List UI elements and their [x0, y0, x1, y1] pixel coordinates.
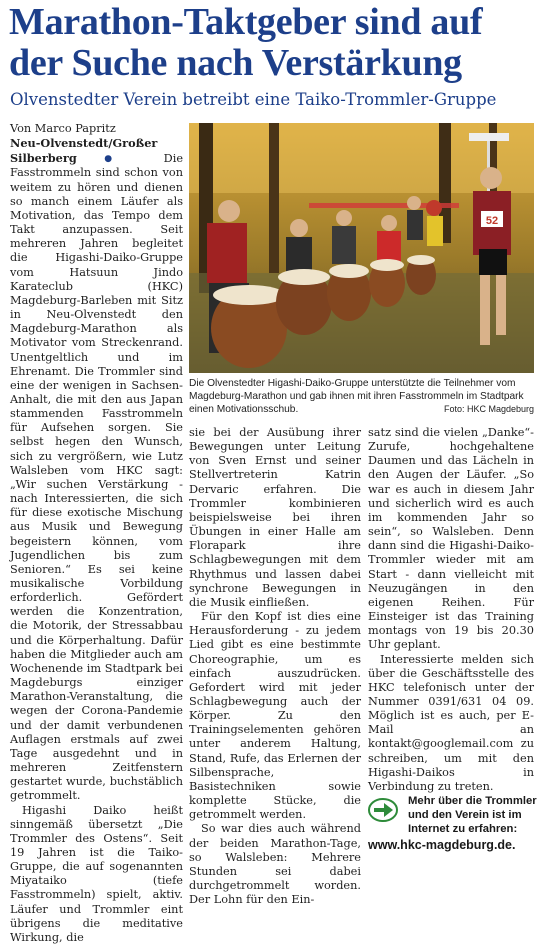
paragraph: satz sind die vielen „Danke“-Zurufe, hochgehaltene Daumen und das Lächeln in den Augen der Läufer. „So war es auch in diesem Jahr und sicherlich wird es auch im kommenden Jahr so sein“, so Walsleben. Denn dann sind die Higashi-Daiko-Trommler wieder mit am Start - dann vielleicht mit Neuzugängen in den eigenen Reihen. Für Einsteiger ist das Training montags von 19 bis 20.30 Uhr geplant.	[368, 426, 534, 653]
website-link[interactable]: www.hkc-magdeburg.de.	[368, 838, 536, 853]
arrow-right-circle-icon	[368, 798, 398, 822]
subheadline: Olvenstedter Verein betreibt eine Taiko-Trommler-Gruppe	[10, 90, 538, 110]
author-byline: Von Marco Papritz	[10, 122, 183, 136]
article-column-1	[10, 122, 183, 945]
article-column-3	[368, 426, 534, 794]
drummers-photo-illustration	[189, 123, 534, 373]
caption-text: Die Olvenstedter Higashi-Daiko-Gruppe unterstützte die Teilnehmer vom Magdeburg-Marathon und gab ihnen mit ihren Fasstrommeln im Stadtpark einen Motivationsschub.	[189, 378, 524, 415]
runner-bib-number: 52	[486, 215, 498, 227]
article-column-2	[189, 426, 361, 907]
paragraph: Für den Kopf ist dies eine Herausforderung - zu jedem Lied gibt es eine bestimmte Choreographie, um es einfach auszudrücken. Gefordert wird mit jeder Schlagbewegung auch der Körper. Zu den Trainingselementen gehören unter anderem Haltung, Stand, Rufe, das Erlernen der Silbensprache, Basistechniken sowie komplette Stücke, die getrommelt werden.	[189, 610, 361, 822]
photo-caption	[189, 377, 534, 416]
photo-credit: Foto: HKC Magdeburg	[444, 403, 534, 416]
headline-line-2: der Suche nach Verstärkung	[9, 43, 537, 84]
article-photo	[189, 123, 534, 373]
paragraph: So war dies auch während der beiden Marathon-Tage, so Walsleben: Mehrere Stunden sei dabei durchgetrommelt worden. Der Lohn für den Ein-	[189, 822, 361, 907]
paragraph: sie bei der Ausübung ihrer Bewegungen unter Leitung von Sven Ernst und seiner Stellvertreterin Katrin Dervaric erfahren. Die Trommler kombinieren beispielsweise bei ihren Übungen in einer Halle am Florapark ihre Schlagbewegungen mit dem Rhythmus und lassen dabei synchrone Bewegungen in die Musik einfließen.	[189, 426, 361, 610]
info-text: Mehr über die Trommler und den Verein ist im Internet zu erfahren:	[408, 794, 538, 836]
paragraph: Die Fasstrommeln sind schon von weitem zu hören und dienen so manch einem Läufer als Motivation, das Tempo dem Takt anzupassen. Seit mehreren Jahren begleitet die Higashi-Daiko-Gruppe vom Hatsuun Jindo Karateclub (HKC) Magdeburg-Barleben mit Sitz in Neu-Olvenstedt den Magdeburg-Marathon als Motivator vom Streckenrand. Unentgeltlich und im Ehrenamt. Die Trommler sind eine der wenigen in Sachsen-Anhalt, die mit den aus Japan stammenden Fasstrommeln für Aufsehen sorgen. Sie selbst hegen den Wunsch, sich zu vergrößern, wie Lutz Walsleben vom HKC sagt: „Wir suchen Verstärkung - nach Interessierten, die sich für diese exotische Mischung aus Musik und Bewegung begeistern können, vom Jugendlichen bis zum Senioren.“ Es sei keine musikalische Vorbildung erforderlich. Gefördert werden die Konzentration, die Motorik, der Stressabbau und die Körperhaltung. Dafür haben die Mitglieder auch am Wochenende im Stadtpark bei Magdeburgs einziger Marathon-Veranstaltung, die wegen der Corona-Pandemie und der damit verbundenen Auflagen erstmals auf zwei Tage ausgedehnt und in mehreren Zeitfenstern gestartet wurde, buchstäblich getrommelt.	[10, 152, 183, 802]
headline-line-1: Marathon-Taktgeber sind auf	[9, 2, 537, 43]
dateline: Neu-Olvenstedt/Großer Silberberg	[10, 136, 157, 165]
headline	[9, 2, 537, 84]
dateline-bullet-icon: ●	[104, 154, 136, 164]
paragraph: Higashi Daiko heißt sinngemäß übersetzt „Die Trommler des Ostens“. Seit 19 Jahren ist die Taiko-Gruppe, die auf sogenannten Miyataiko (tiefe Fasstrommeln) spielt, aktiv. Läufer und Trommler eint übrigens die meditative Wirkung, die	[10, 804, 183, 945]
info-box	[368, 792, 536, 858]
paragraph: Interessierte melden sich über die Geschäftsstelle des HKC telefonisch unter der Nummer 0391/631 04 09. Möglich ist es auch, per E-Mail an kontakt@googlemail.com zu schreiben, um mit den Higashi-Daikos in Verbindung zu treten.	[368, 653, 534, 795]
